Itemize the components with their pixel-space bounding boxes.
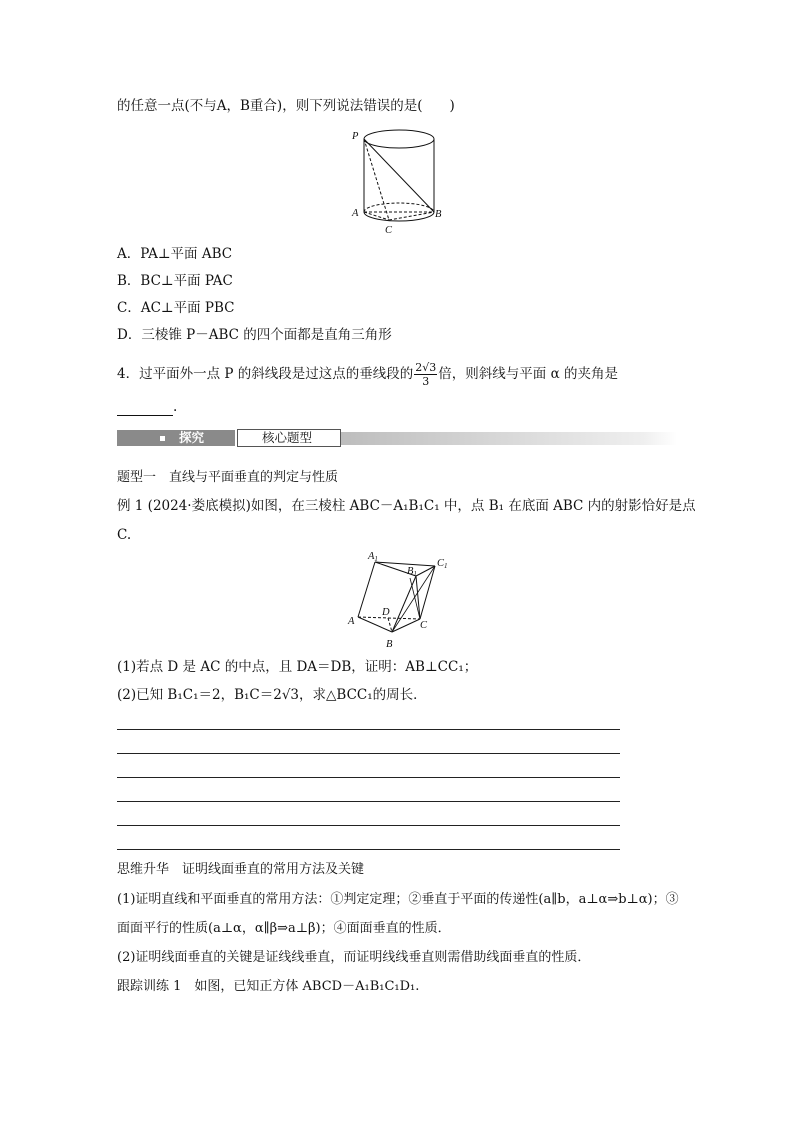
q3-option-a: A．PA⊥平面 ABC (117, 246, 233, 262)
section-banner (117, 428, 677, 450)
q3-stem: 的任意一点(不与A，B重合)，则下列说法错误的是( ) (117, 98, 455, 114)
banner-core-label: 核心题型 (262, 430, 313, 445)
training-1: 跟踪训练 1 如图，已知正方体 ABCD－A₁B₁C₁D₁. (117, 979, 420, 994)
svg-text:A1: A1 (368, 551, 378, 563)
svg-text:C1: C1 (437, 558, 448, 570)
q3-option-c: C．AC⊥平面 PBC (117, 300, 235, 316)
example1-part2: (2)已知 B₁C₁＝2，B₁C＝2√3，求△BCC₁的周长． (117, 687, 427, 703)
summary-p2: (2)证明线面垂直的关键是证线线垂直，而证明线线垂直则需借助线面垂直的性质． (117, 950, 591, 965)
answer-line (117, 849, 620, 850)
answer-line (117, 777, 620, 778)
svg-text:B: B (386, 639, 393, 650)
summary-p1-line2: 面面平行的性质(a⊥α，α∥β⇒a⊥β)；④面面垂直的性质． (117, 921, 451, 936)
answer-line (117, 801, 620, 802)
example1-line1: 例 1 (2024·娄底模拟)如图，在三棱柱 ABC－A₁B₁C₁ 中，点 B₁ 在底面 ABC 内的射影恰好是点 (117, 498, 696, 514)
label-B: B (435, 209, 442, 220)
summary-heading: 思维升华 证明线面垂直的常用方法及关键 (117, 862, 365, 877)
banner-explore-label: 探究 (179, 430, 205, 445)
label-C: C (385, 225, 393, 236)
label-P: P (352, 131, 359, 142)
answer-line (117, 753, 620, 754)
svg-text:C: C (420, 620, 428, 631)
q3-option-d: D．三棱锥 P－ABC 的四个面都是直角三角形 (117, 327, 392, 343)
example1-line2: C. (117, 527, 132, 543)
cylinder-figure (340, 122, 450, 237)
q3-option-b: B．BC⊥平面 PAC (117, 273, 233, 289)
svg-text:A: A (348, 616, 355, 627)
svg-text:D: D (382, 607, 390, 618)
svg-text:B1: B1 (407, 566, 417, 578)
type1-heading: 题型一 直线与平面垂直的判定与性质 (117, 470, 339, 485)
q4-fraction: $\frac{2√3}{3}$ (415, 361, 437, 388)
example1-part1: (1)若点 D 是 AC 的中点，且 DA＝DB，证明：AB⊥CC₁； (117, 659, 478, 675)
q4-stem: 4．过平面外一点 P 的斜线段是过这点的垂线段的 $\frac{2√3}{3}$ 倍，则斜线与平面 α 的夹角是 (117, 361, 618, 388)
answer-line (117, 729, 620, 730)
answer-line (117, 825, 620, 826)
label-A: A (352, 208, 359, 219)
q4-answer-blank: . (117, 398, 177, 416)
summary-p1-line1: (1)证明直线和平面垂直的常用方法：①判定定理；②垂直于平面的传递性(a∥b，a⊥α⇒b⊥α)；③ (117, 892, 679, 907)
prism-figure (340, 548, 460, 650)
